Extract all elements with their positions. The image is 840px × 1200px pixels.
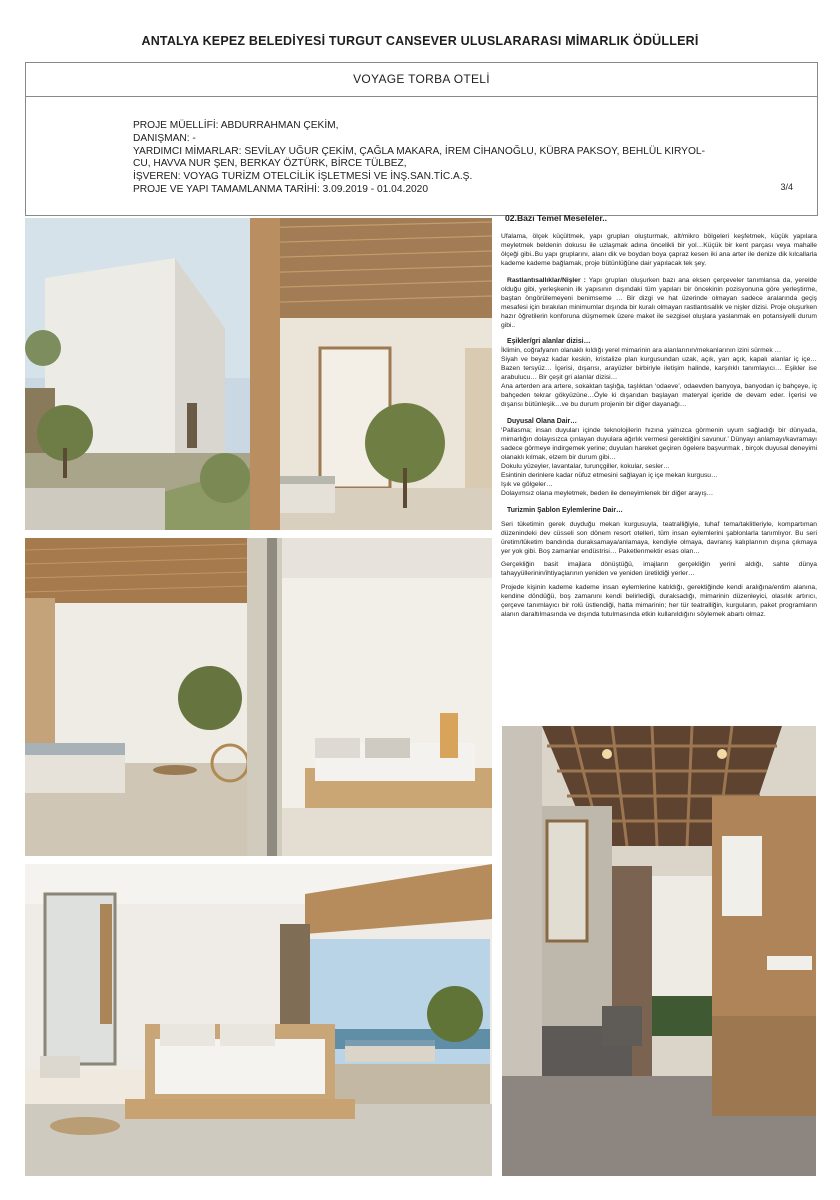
credit-assistants-line2: CU, HAVVA NUR ŞEN, BERKAY ÖZTÜRK, BİRCE TÜLBEZ, xyxy=(133,158,407,170)
exterior-building-photo xyxy=(25,218,250,530)
intro-paragraph: Ufalama, ölçek küçültmek, yapı grupları oluşturmak, alt/mikro bölgeleri keşfetmek, küçük yapılara meyletmek beldenin dokusu ile uzlaşmak adına öncelikli bir yol…Küçük bir kent parçası veya mahalle ölçeği gibi..Bu yapı gruplarını, alanı dik ve boydan boya çapraz kesen iki ana arter ile denize dik kılcallarla kademe kademe bağlamak, proje bütünlüğüne dair yapılacak tek şey. xyxy=(501,232,817,267)
section-turizm-paragraph-3: Projede kişinin kademe kademe insan eylemlerine katıldığı, gerektiğinde kendi aralığına/entim alanına, kendine döndüğü, boş zamanını kendi belirlediği, duraksadığı, mimarinin düzenleyici, olasılık artırıcı, çerçeve tanımlayıcı bir rolü üstlendiği, hatta mimarinin; her tür teatralliğin, kurguların, paket programların alanın daraltılmasında ve dışında tutulmasında etkin kullanıldığını söylemek abartı olmaz. xyxy=(501,584,817,619)
section-turizm-title: Turizmin Şablon Eylemlerine Dair… xyxy=(507,506,623,514)
section-rastlantisallik-body: Yapı grupları oluşurken bazı ana eksen çerçeveler tanımlansa da, yerelde olduğu gibi, yerleşkenin ilk yapısının dışındaki tüm yapıları bir öncekinin pozisyonuna göre yerleştirme, baştan öngörülemeyeni benimseme … Bir dizgi ve hat üzerinde olmayan sadece aralarında geçiş mesafesi için bırakılan minimumlar dışında bir kuralı olmayan rastlantısallık ve nişler dizisi. Proje oluşurken hazır öğretilerin konforuna düşmemek üzere maket ile sezgisel oluşlara yaslanmak en potansiyelli durum gibi.. xyxy=(501,276,817,329)
project-credits xyxy=(133,120,733,197)
bedroom-sea-view-photo xyxy=(25,864,492,1176)
project-info-frame xyxy=(25,62,818,216)
credit-employer: İŞVEREN: VOYAG TURİZM OTELCİLİK İŞLETMESİ VE İNŞ.SAN.TİC.A.Ş. xyxy=(133,171,473,183)
credit-author: PROJE MÜELLİFİ: ABDURRAHMAN ÇEKİM, xyxy=(133,120,339,131)
credit-advisor: DANIŞMAN: - xyxy=(133,132,196,144)
section-esikler-title: Eşikler/gri alanlar dizisi… xyxy=(507,338,591,346)
article-text-column xyxy=(501,214,817,620)
section-turizm-paragraph-1: Seri tüketimin gerek duyduğu mekan kurgusuyla, teatralliğiyle, tuhaf tema/taklitleriyle, kompartıman düzenindeki dev cüsseli son dönem resort otelleri, tüm insan eylemlerini şablonlarla tanımlıyor. Bu seri üretim/tüketim bandında duraksamaya/anlamaya, kendiyle olmaya, davranış kalıplarının dışına çıkmaya yer yok gibi. Boş zamanlar endüstrisi… Paketlenmektir esas olan… xyxy=(501,520,817,555)
section-rastlantisallik xyxy=(501,277,817,331)
terrace-bedroom-photo xyxy=(25,538,492,856)
section-turizm-paragraph-2: Gerçekliğin basit imajlara dönüştüğü, imajların gerçekliğin yerini aldığı, sahte dünya tahayyüllerinin/ihtiyaçlarının yeniden ve yeniden üretildiği yerler… xyxy=(501,561,817,578)
section-duyusal-title: Duyusal Olana Dair… xyxy=(507,418,578,426)
section-title: 02.Bazı Temel Meseleler.. xyxy=(505,213,608,223)
page-title: ANTALYA KEPEZ BELEDİYESİ TURGUT CANSEVER ULUSLARARASI MİMARLIK ÖDÜLLERİ xyxy=(141,34,699,48)
section-rastlantisallik-title: Rastlantısallıklar/Nişler : xyxy=(507,276,586,284)
section-esikler-body: İklimin, coğrafyanın olanaklı kıldığı yerel mimarinin ara alanlarının/mekanlarının izini sürmek … Siyah ve beyaz kadar keskin, kristalize plan kurgusundan uzak, açık, yarı açık, kapalı alanlar iç içe… Bazen tersyüz… İçerisi, dışarısı, arayüzler birbiriyle iletişim halinde, karşılıklı tanımlayıcı… Eşikler ise arabulucu… Bir çeşit gri alanlar dizisi… Ana arterden ara artere, sokaktan taşlığa, taşlıktan ‘odaeve’, odaevden banyoya, banyodan iç bahçeye, iç bahçeden tekrar gökyüzüne…Öyle ki dışarıdan başlayan materyal içeride de devam eder. İçerisi ve dışarısı bütünleşik…ve bu durum projenin bir diğer dayanağı… xyxy=(501,347,817,409)
terrace-pergola-photo xyxy=(250,218,492,530)
credit-assistants-line1: YARDIMCI MİMARLAR: SEVİLAY UĞUR ÇEKİM, ÇAĞLA MAKARA, İREM CİHANOĞLU, KÜBRA PAKSOY, BEHLÜL KIRYOL- xyxy=(133,145,705,157)
page-number: 3/4 xyxy=(780,182,793,192)
frame-divider xyxy=(26,96,817,97)
credit-dates: PROJE VE YAPI TAMAMLANMA TARİHİ: 3.09.2019 - 01.04.2020 xyxy=(133,183,429,195)
project-name: VOYAGE TORBA OTELİ xyxy=(353,72,490,86)
bathroom-photo xyxy=(502,726,816,1176)
section-duyusal-body: ‘Pallasma; insan duyuları içinde teknolojilerin hızına yalnızca görmenin uyum sağladığı bir dünyada, mimarlığın dolayısızca çınlayan duyulara ağırlık vermesi gerektiğini savunur.’ Dünyayı anlamayı/kavramayı sadece görmeye indirgemek yerine; duyuları hareket geçiren ögelere başvurmak , birçok duyusal deneyimi olanaklı kılmak, elzem bir durum gibi… Dokulu yüzeyler, lavantalar, turunçgiller, kokular, sesler… Esintinin derinlere kadar nüfuz etmesini sağlayan iç içe mekan kurgusu… Işık ve gölgeler… Dolayımsız olana meyletmek, beden ile deneyimlenek bir diğer arayış… xyxy=(501,427,817,497)
